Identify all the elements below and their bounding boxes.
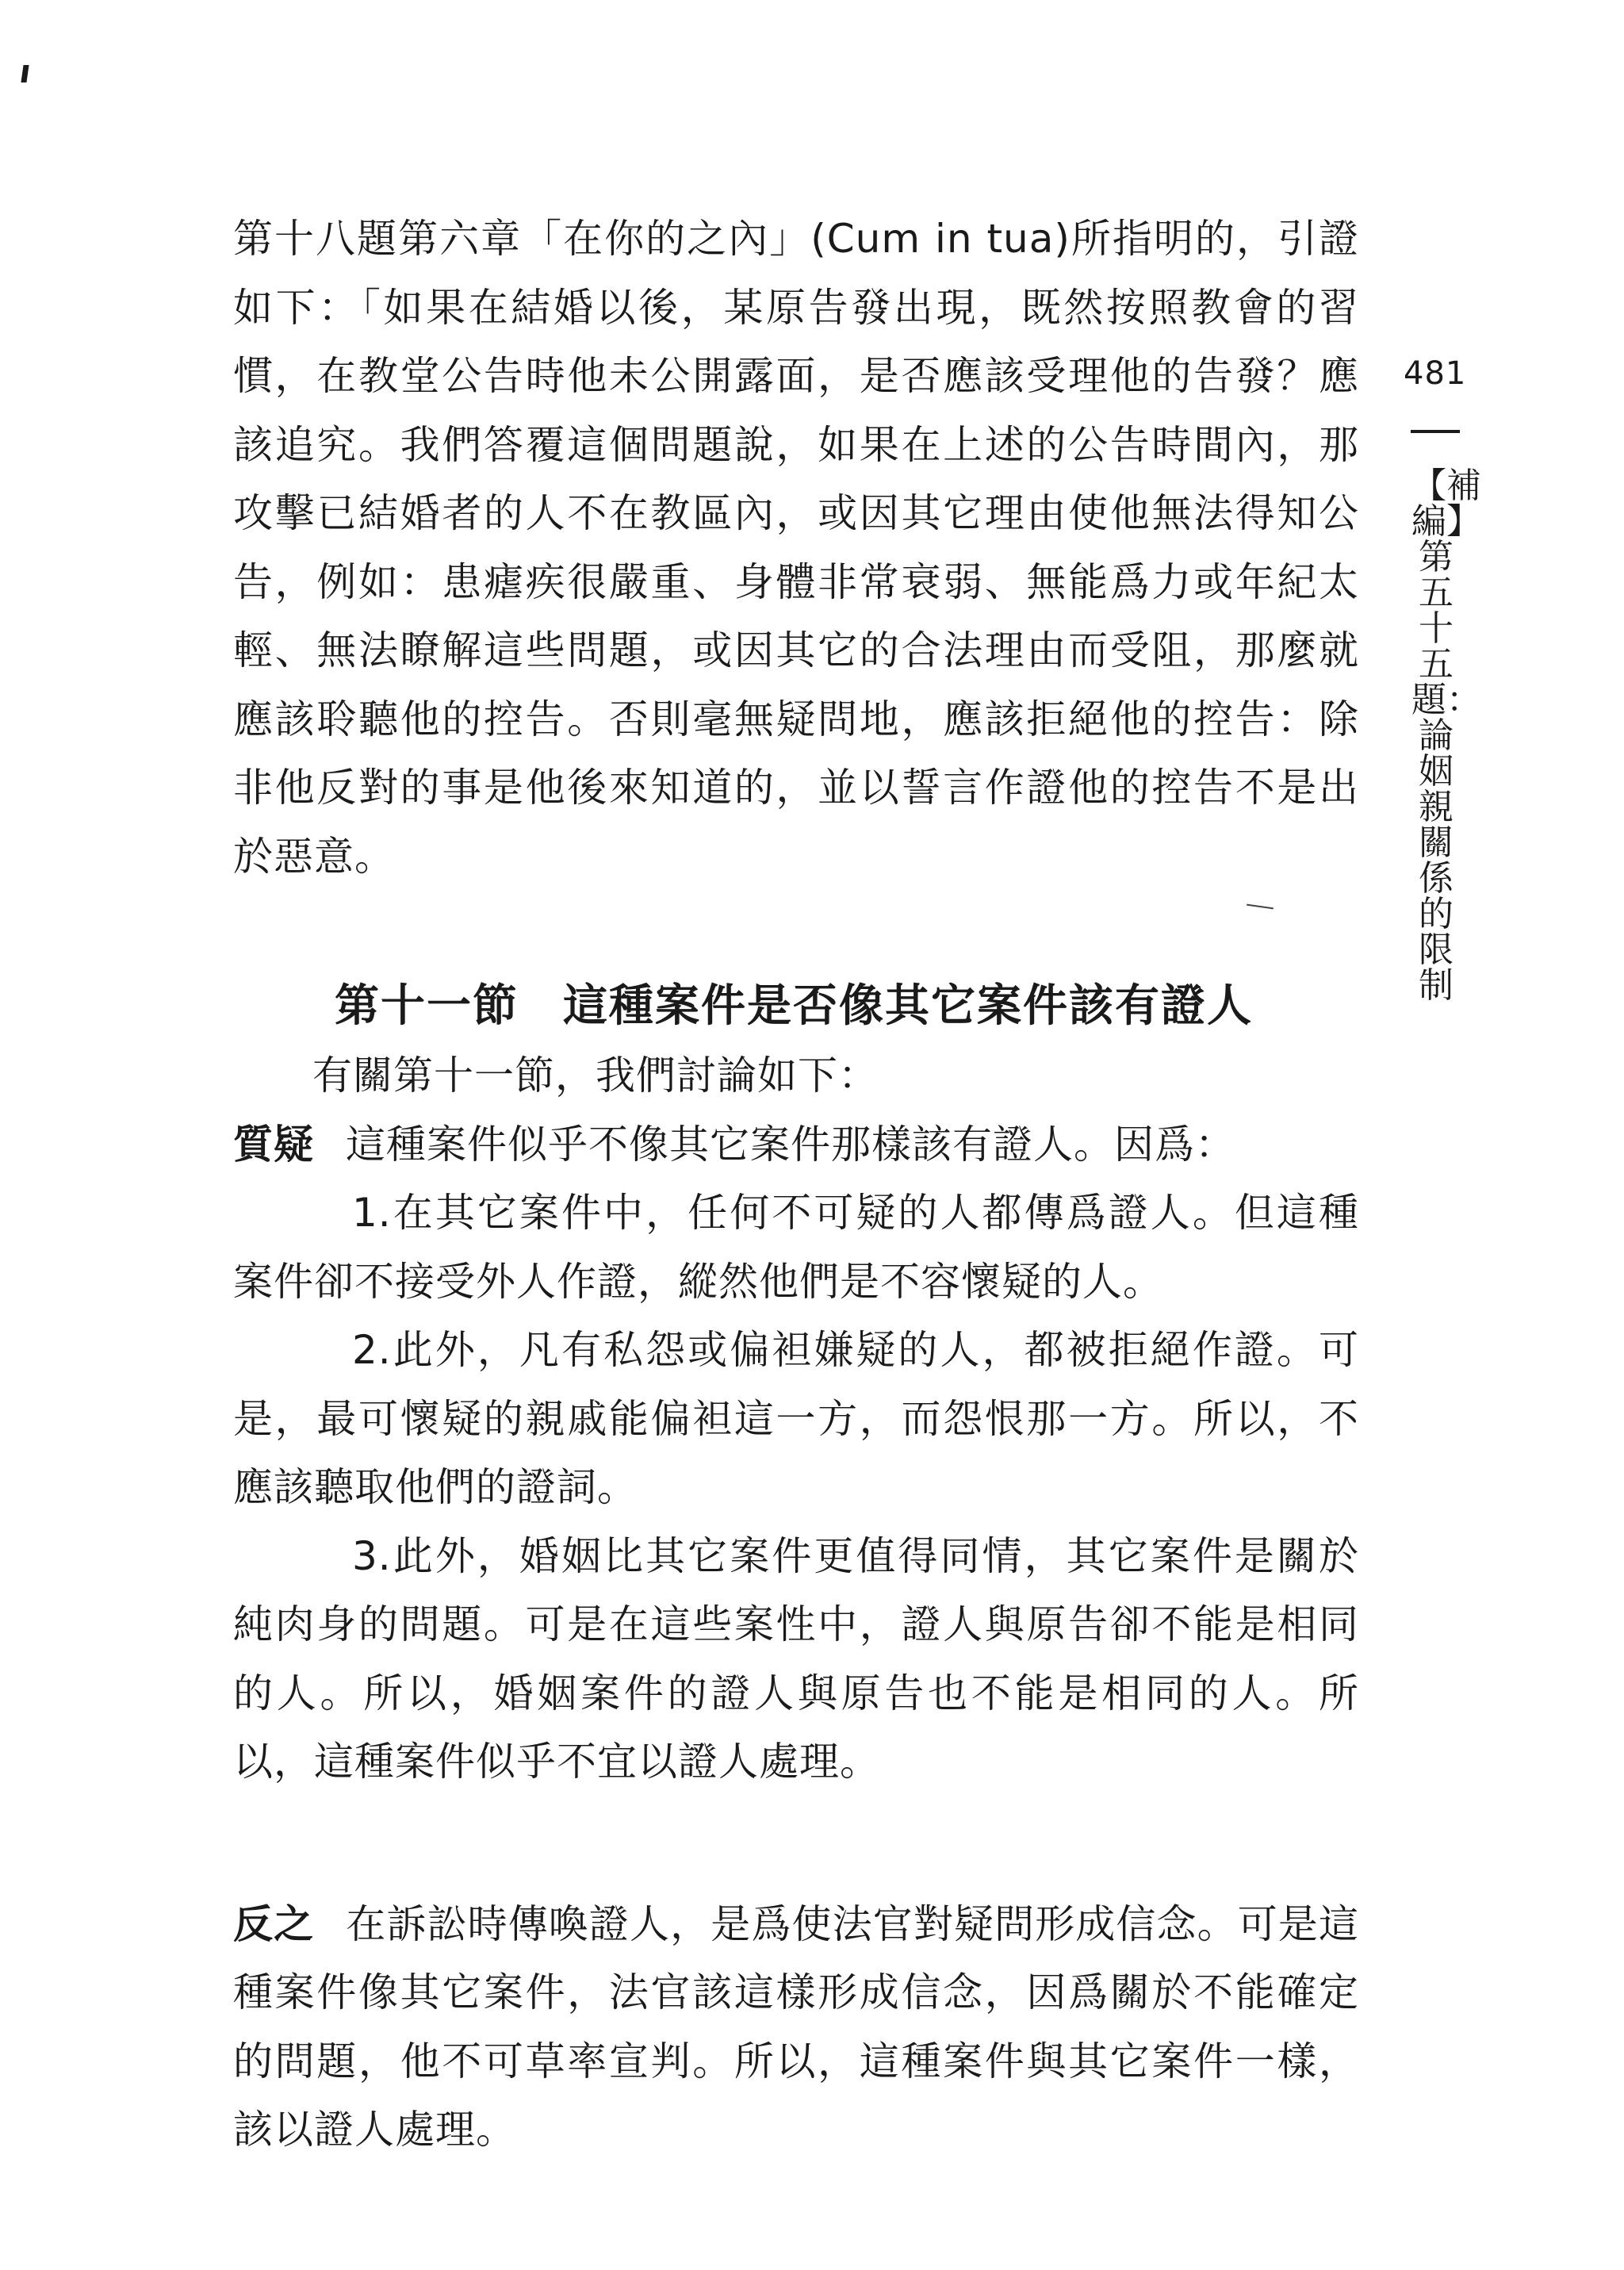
header-rule <box>1411 430 1460 433</box>
scan-corner-mark <box>21 65 29 82</box>
running-head: 【補編】第五十五題：論姻親關係的限制 <box>1411 466 1481 1006</box>
paragraph-citation: 第十八題第六章「在你的之內」(Cum in tua)所指明的，引證如下：「如果在結婚以後，某原告發出現，既然按照教會的習慣，在教堂公告時他未公開露面，是否應該受理他的告發？應該追究。我們答覆這個問題說，如果在上述的公告時間內，那攻擊已結婚者的人不在教區內，或因其它理由使他無法得知公告，例如：患瘧疾很嚴重、身體非常衰弱、無能爲力或年紀太輕、無法瞭解這些問題，或因其它的合法理由而受阻，那麼就應該聆聽他的控告。否則毫無疑問地，應該拒絕他的控告：除非他反對的事是他後來知道的，並以誓言作證他的控告不是出於惡意。 <box>233 216 1359 880</box>
page-number: 481 <box>1404 355 1467 392</box>
objection-label: 質疑 <box>233 1121 314 1168</box>
objection-point-1: 1.在其它案件中，任何不可疑的人都傳爲證人。但這種案件卻不接受外人作證，縱然他們是不容懷疑的人。 <box>233 1190 1359 1305</box>
contrary-paragraph <box>233 1890 1359 2165</box>
body-text <box>233 205 1359 2165</box>
section-number: 第十一節 <box>335 980 519 1032</box>
objection-text: 這種案件似乎不像其它案件那樣該有證人。因爲： <box>346 1121 1235 1168</box>
objection-point-3: 3.此外，婚姻比其它案件更值得同情，其它案件是關於純肉身的問題。可是在這些案性中，證人與原告卻不能是相同的人。所以，婚姻案件的證人與原告也不能是相同的人。所以，這種案件似乎不宜以證人處理。 <box>233 1532 1359 1785</box>
objection-point-2: 2.此外，凡有私怨或偏袒嫌疑的人，都被拒絕作證。可是，最可懷疑的親戚能偏袒這一方，而怨恨那一方。所以，不應該聽取他們的證詞。 <box>233 1327 1359 1510</box>
objection-paragraph <box>233 1110 1359 1179</box>
section-title: 這種案件是否像其它案件該有證人 <box>563 980 1253 1032</box>
section-heading <box>233 970 1359 1041</box>
contrary-label: 反之 <box>233 1900 315 1947</box>
section-intro: 有關第十一節，我們討論如下： <box>312 1053 879 1099</box>
contrary-text: 在訴訟時傳喚證人，是爲使法官對疑問形成信念。可是這種案件像其它案件，法官該這樣形成信念，因爲關於不能確定的問題，他不可草率宣判。所以，這種案件與其它案件一樣，該以證人處理。 <box>233 1900 1360 2153</box>
